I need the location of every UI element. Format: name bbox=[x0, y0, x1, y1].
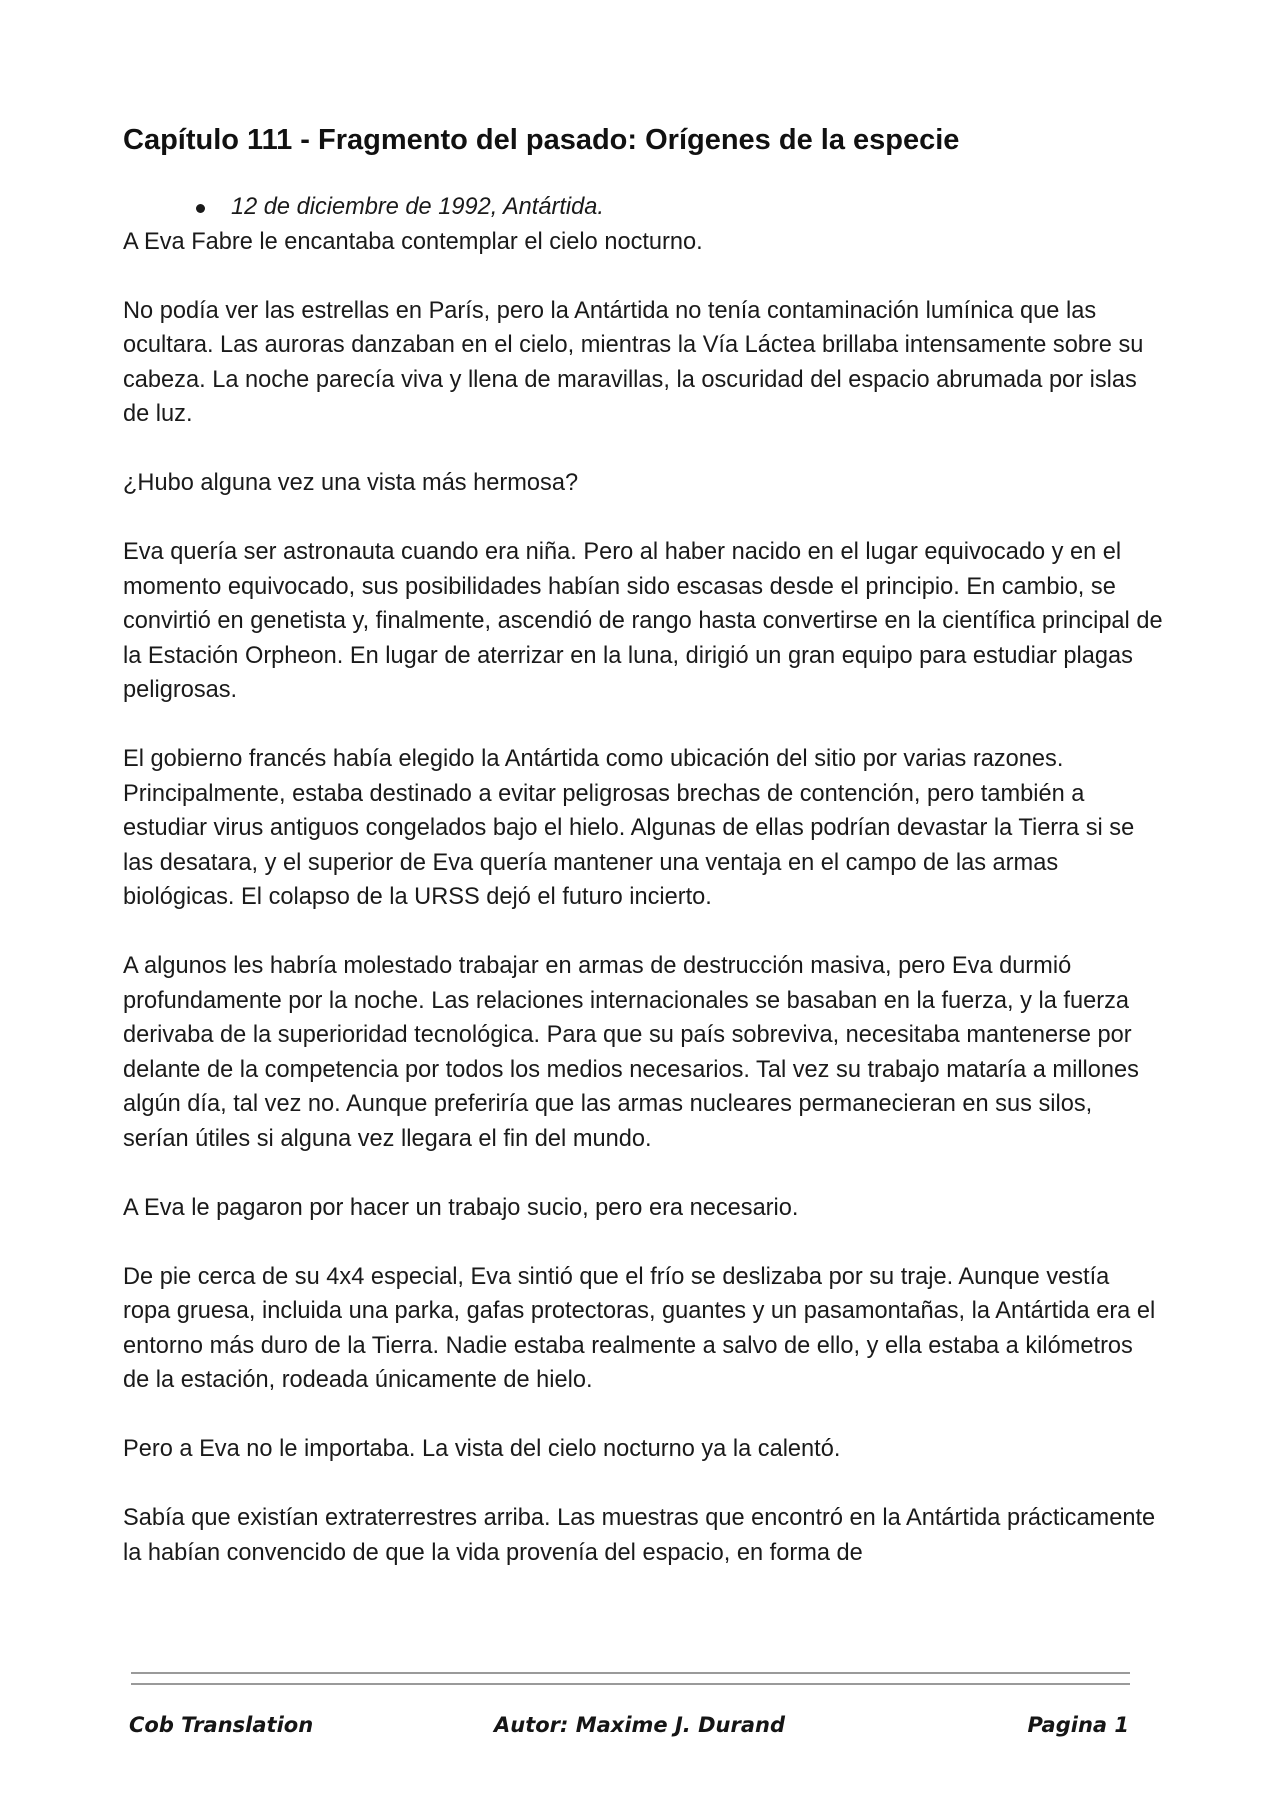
paragraph: Pero a Eva no le importaba. La vista del cielo nocturno ya la calentó. bbox=[123, 1436, 841, 1462]
date-text: 12 de diciembre de 1992, Antártida. bbox=[231, 194, 604, 220]
paragraph: De pie cerca de su 4x4 especial, Eva sintió que el frío se deslizaba por su traje. Aunque vestía ropa gruesa, incluida una parka, gafas protectoras, guantes y un pasamontañas, la Antártida era el entorno más duro de la Tierra. Nadie estaba realmente a salvo de ello, y ella estaba a kilómetros de la estación, rodeada únicamente de hielo. bbox=[123, 1263, 1156, 1393]
footer-author: Autor: Maxime J. Durand bbox=[494, 1713, 785, 1737]
bullet-icon bbox=[196, 204, 205, 213]
footer-translator: Cob Translation bbox=[129, 1713, 314, 1737]
paragraph: A Eva Fabre le encantaba contemplar el cielo nocturno. bbox=[123, 228, 703, 255]
document-body bbox=[123, 120, 1163, 1605]
paragraph: El gobierno francés había elegido la Antártida como ubicación del sitio por varias razones. Principalmente, estaba destinado a evitar peligrosas brechas de contención, pero también a estudiar virus antiguos congelados bajo el hielo. Algunas de ellas podrían devastar la Tierra si se las desatara, y el superior de Eva quería mantener una ventaja en el campo de las armas biológicas. El colapso de la URSS dejó el futuro incierto. bbox=[123, 746, 1135, 910]
paragraph: Eva quería ser astronauta cuando era niña. Pero al haber nacido en el lugar equivocado y en el momento equivocado, sus posibilidades habían sido escasas desde el principio. En cambio, se convirtió en genetista y, finalmente, ascendió de rango hasta convertirse en la científica principal de la Estación Orpheon. En lugar de aterrizar en la luna, dirigió un gran equipo para estudiar plagas peligrosas. bbox=[123, 539, 1163, 703]
paragraph: A Eva le pagaron por hacer un trabajo sucio, pero era necesario. bbox=[123, 1194, 799, 1221]
paragraph: No podía ver las estrellas en París, pero la Antártida no tenía contaminación lumínica que las ocultara. Las auroras danzaban en el cielo, mientras la Vía Láctea brillaba intensamente sobre su cabeza. La noche parecía viva y llena de maravillas, la oscuridad del espacio abrumada por islas de luz. bbox=[123, 297, 1144, 427]
footer-page-number: Pagina 1 bbox=[1027, 1713, 1129, 1737]
date-line bbox=[196, 190, 1163, 225]
date-list bbox=[123, 190, 1163, 225]
paragraph: A algunos les habría molestado trabajar en armas de destrucción masiva, pero Eva durmió profundamente por la noche. Las relaciones internacionales se basaban en la fuerza, y la fuerza derivaba de la superioridad tecnológica. Para que su país sobreviva, necesitaba mantenerse por delante de la competencia por todos los medios necesarios. Tal vez su trabajo mataría a millones algún día, tal vez no. Aunque preferiría que las armas nucleares permanecieran en sus silos, serían útiles si alguna vez llegara el fin del mundo. bbox=[123, 953, 1139, 1152]
page-footer bbox=[129, 1713, 1129, 1743]
chapter-title: Capítulo 111 - Fragmento del pasado: Orígenes de la especie bbox=[123, 124, 960, 156]
footer-divider bbox=[131, 1683, 1130, 1685]
paragraph: Sabía que existían extraterrestres arriba. Las muestras que encontró en la Antártida prácticamente la habían convencido de que la vida provenía del espacio, en forma de bbox=[123, 1505, 1156, 1566]
paragraph: ¿Hubo alguna vez una vista más hermosa? bbox=[123, 470, 579, 496]
footer-divider bbox=[131, 1672, 1130, 1674]
